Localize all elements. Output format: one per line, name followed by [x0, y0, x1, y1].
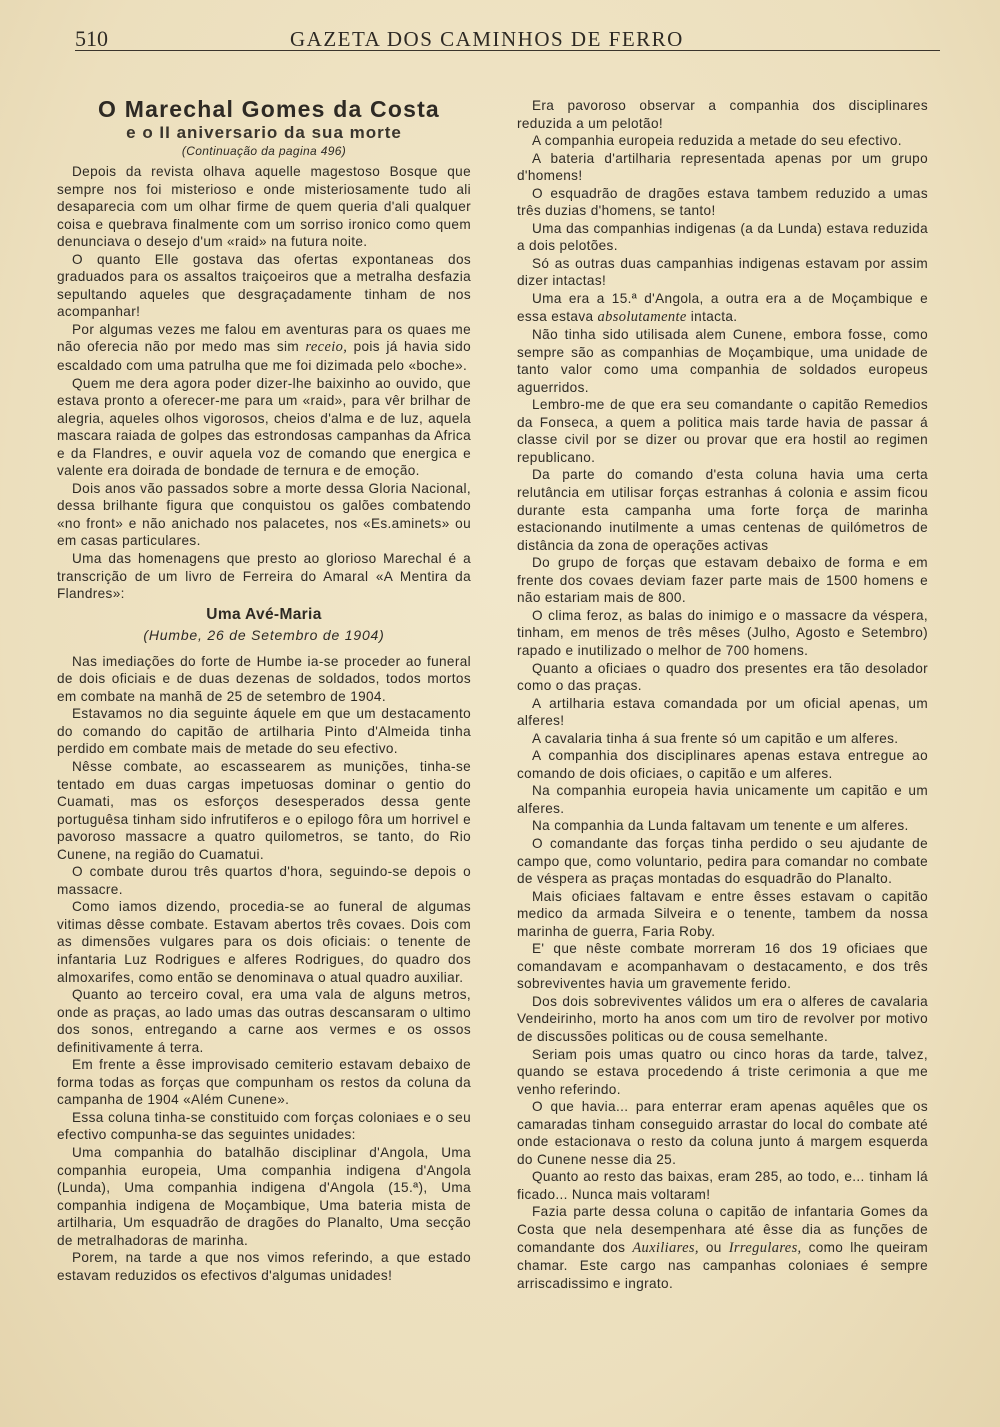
- paragraph: Seriam pois umas quatro ou cinco horas da tarde, talvez, quando se estava procedendo á triste cerimonia a que me venho referindo.: [517, 1046, 928, 1097]
- publication-title: GAZETA DOS CAMINHOS DE FERRO: [290, 27, 684, 51]
- paragraph: O quanto Elle gostava das ofertas expontaneas dos graduados para os assaltos traiçoeiros que a metralha desfazia sepultando aqueles que desgraçadamente tinham de nos acompanhar!: [57, 251, 471, 320]
- text: Uma era a 15.ª d'Angola, a outra era a de Moçambique e essa estava: [517, 291, 928, 324]
- italic-text: receio,: [305, 339, 348, 356]
- paragraph: Do grupo de forças que estavam debaixo de forma e em frente dos covaes deviam fazer parte mais de 1500 homens e não estariam mais de 800.: [517, 555, 928, 606]
- right-paragraphs-a: [517, 97, 928, 290]
- italic-text: absolutamente: [597, 308, 687, 325]
- article-subtitle: e o II aniversario da sua morte: [126, 123, 402, 142]
- paragraph: [517, 1203, 928, 1292]
- paragraph: Depois da revista olhava aquelle magestoso Bosque que sempre nos foi misterioso e onde misteriosamente tudo ali desaparecia com um olhar firme de quem queria d'ali qualquer coisa e quebrava finalmente com um sorriso ironico como quem denunciava o desejo d'um «raid» na futura noite.: [57, 164, 471, 250]
- paragraph: Uma companhia do batalhão disciplinar d'Angola, Uma companhia europeia, Uma companhia indigena d'Angola (Lunda), Uma companhia indigena d'Angola (15.ª), Uma companhia indigena de Moçambique, Uma bateria mista de artilharia, Um esquadrão de dragões do Planalto, Uma secção de metralhadoras de marinha.: [57, 1144, 471, 1248]
- text: pois já havia sido escaldado com uma patrulha que me foi dizimada pelo «boche».: [57, 339, 471, 374]
- paragraph: Quanto a oficiaes o quadro dos presentes era tão desolador como o das praças.: [517, 660, 928, 694]
- italic-text: Auxiliares,: [632, 1239, 699, 1256]
- paragraph: Quanto ao resto das baixas, eram 285, ao todo, e... tinham lá ficado... Nunca mais voltaram!: [517, 1169, 928, 1202]
- section-title: Uma Avé-Maria: [206, 605, 322, 623]
- text: ou: [698, 1239, 729, 1255]
- paragraph: Uma das homenagens que presto ao glorioso Marechal é a transcrição de um livro de Ferreira do Amaral «A Mentira da Flandres»:: [57, 551, 471, 602]
- paragraph: O comandante das forças tinha perdido o seu ajudante de campo que, como voluntario, pedira para comandar no combate de véspera as praças montadas do esquadrão do Planalto.: [517, 835, 928, 887]
- paragraph: [517, 290, 928, 326]
- paragraph: E' que nêste combate morreram 16 dos 19 oficiaes que comandavam e acompanhavam o destacamento, e dos três sobreviventes havia um gravemente ferido.: [517, 941, 928, 992]
- paragraph: Porem, na tarde a que nos vimos referindo, a que estado estavam reduzidos os efectivos d'algumas unidades!: [57, 1250, 471, 1283]
- paragraph: Quanto ao terceiro coval, era uma vala de alguns metros, onde as praças, ao lado umas das outras descansaram o ultimo dos sonos, entregando a carne aos vermes e os ossos definitivamente á terra.: [57, 987, 471, 1055]
- text: Por algumas vezes me falou em aventuras para os quaes me não oferecia não por medo mas sim: [57, 321, 471, 355]
- paragraph: A companhia europeia reduzida a metade do seu efectivo.: [532, 133, 902, 149]
- paragraph: Estavamos no dia seguinte áquele em que um destacamento do comando do capitão de artilharia Pinto d'Almeida tinha perdido em combate mais de metade do seu efectivo.: [57, 706, 471, 757]
- paragraph: A cavalaria tinha á sua frente só um capitão e um alferes.: [532, 730, 899, 746]
- page-header: [75, 24, 940, 51]
- paragraph: Quem me dera agora poder dizer-lhe baixinho ao ouvido, que estava pronto a oferecer-me para um «raid», para vêr brilhar de alegria, aqueles olhos vigorosos, cheios d'alma e de luz, aquela mascara raiada de golpes das estrondosas campanhas da Africa e da Flandres, e ouvir aquela voz de comando que energica e valente era doirada de bondade de ternura e de emoção.: [57, 375, 471, 479]
- paragraph: Na companhia da Lunda faltavam um tenente e um alferes.: [532, 818, 909, 834]
- paragraph: Mais oficiaes faltavam e entre êsses estavam o capitão medico da armada Silveira e o tenente, tambem da nossa marinha de guerra, Faria Roby.: [517, 888, 928, 939]
- paragraph: Dois anos vão passados sobre a morte dessa Gloria Nacional, dessa brilhante figura que conquistou os galões combatendo «no front» e não anichado nos palacetes, nos «Es.aminets» ou em casas particulares.: [57, 480, 471, 549]
- left-column: [57, 95, 471, 1284]
- paragraph: Só as outras duas campanhias indigenas estavam por assim dizer intactas!: [517, 255, 928, 289]
- page-number: 510: [75, 26, 108, 51]
- paragraph: Em frente a êsse improvisado cemiterio estavam debaixo de forma todas as forças que compunham os restos da coluna da campanha de 1904 «Além Cunene».: [57, 1057, 471, 1108]
- paragraph: A artilharia estava comandada por um oficial apenas, um alferes!: [517, 695, 928, 729]
- section-date: (Humbe, 26 de Setembro de 1904): [143, 626, 385, 643]
- paragraph: Dos dois sobreviventes válidos um era o alferes de cavalaria Vendeirinho, morto ha anos com um tiro de revolver por motivo de discussões politicas ou de cousa semelhante.: [517, 993, 928, 1044]
- paragraph: A bateria d'artilharia representada apenas por um grupo d'homens!: [517, 150, 928, 184]
- paragraph: Nas imediações do forte de Humbe ia-se proceder ao funeral de dois oficiais e de duas dezenas de soldados, todos mortos em combate na manhã de 25 de setembro de 1904.: [57, 653, 471, 704]
- right-paragraphs-b: [517, 326, 928, 1203]
- article-title: O Marechal Gomes da Costa: [98, 96, 440, 122]
- paragraph: Da parte do comando d'esta coluna havia uma certa relutância em utilisar forças estranhas á colonia e assim ficou durante esta campanha uma forte força de marinha estacionando inutilmente a umas centenas de quilómetros de distância da zona de operações activas: [517, 467, 928, 553]
- paragraph: O que havia... para enterrar eram apenas aquêles que os camaradas tinham conseguido arrastar do local do combate até onde estacionava o resto da coluna junto á margem esquerda do Cunene nesse dia 25.: [517, 1099, 928, 1167]
- paragraph: O clima feroz, as balas do inimigo e o massacre da véspera, tinham, em menos de três mêses (Julho, Agosto e Setembro) rapado e inutilizado o melhor de 700 homens.: [517, 607, 928, 658]
- left-paragraphs: [57, 653, 471, 1285]
- right-column: [517, 97, 928, 1292]
- paragraph: A companhia dos disciplinares apenas estava entregue ao comando de dois oficiaes, o capitão e um alferes.: [517, 748, 928, 781]
- paragraph: Lembro-me de que era seu comandante o capitão Remedios da Fonseca, a quem a politica mais tarde havia de passar á classe civil por se dizer ou provar que era hostil ao regimen republicano.: [517, 397, 928, 465]
- text: Fazia parte dessa coluna o capitão de infantaria Gomes da Costa que nela desempenhara até êsse dia as funções de comandante dos: [517, 1204, 928, 1255]
- paragraph: Era pavoroso observar a companhia dos disciplinares reduzida a um pelotão!: [517, 98, 928, 131]
- paragraph: Essa coluna tinha-se constituido com forças coloniaes e o seu efectivo compunha-se das seguintes unidades:: [57, 1109, 471, 1143]
- italic-text: Irregulares,: [728, 1239, 802, 1256]
- paragraph: Na companhia europeia havia unicamente um capitão e um alferes.: [517, 783, 928, 816]
- paragraph: O combate durou três quartos d'hora, seguindo-se depois o massacre.: [57, 864, 471, 897]
- paragraph: Uma das companhias indigenas (a da Lunda) estava reduzida a dois pelotões.: [517, 220, 928, 254]
- paragraph: Não tinha sido utilisada alem Cunene, embora fosse, como sempre são as companhias de Moçambique, uma unidade de tanto valor como uma companhia de soldados europeus aguerridos.: [517, 327, 928, 395]
- continuation-note: (Continuação da pagina 496): [181, 144, 347, 158]
- text: como lhe queiram chamar. Este cargo nas campanhas coloniaes é sempre arriscadissimo e ingrato.: [517, 1239, 928, 1291]
- text: intacta.: [686, 308, 738, 324]
- paragraph: [57, 321, 471, 375]
- paragraph: Nêsse combate, ao escassearem as munições, tinha-se tentado em duas cargas impetuosas dominar o gentio do Cuamati, mas os esforços desesperados dessa gente portuguêsa tinham sido infrutiferos e o epilogo fôra um horrivel e pavoroso massacre a quatro quilometros, se tanto, do Rio Cunene, na região do Cuamatui.: [57, 758, 471, 862]
- paragraph: Como iamos dizendo, procedia-se ao funeral de algumas vitimas dêsse combate. Estavam abertos três covaes. Dois com as dimensões vulgares para os dois oficiais: o tenente de infantaria Luz Rodrigues e alferes Rodrigues, do quadro dos almoxarifes, como então se denominava o atual quadro auxiliar.: [57, 899, 471, 985]
- paragraph: O esquadrão de dragões estava tambem reduzido a umas três duzias d'homens, se tanto!: [517, 185, 928, 219]
